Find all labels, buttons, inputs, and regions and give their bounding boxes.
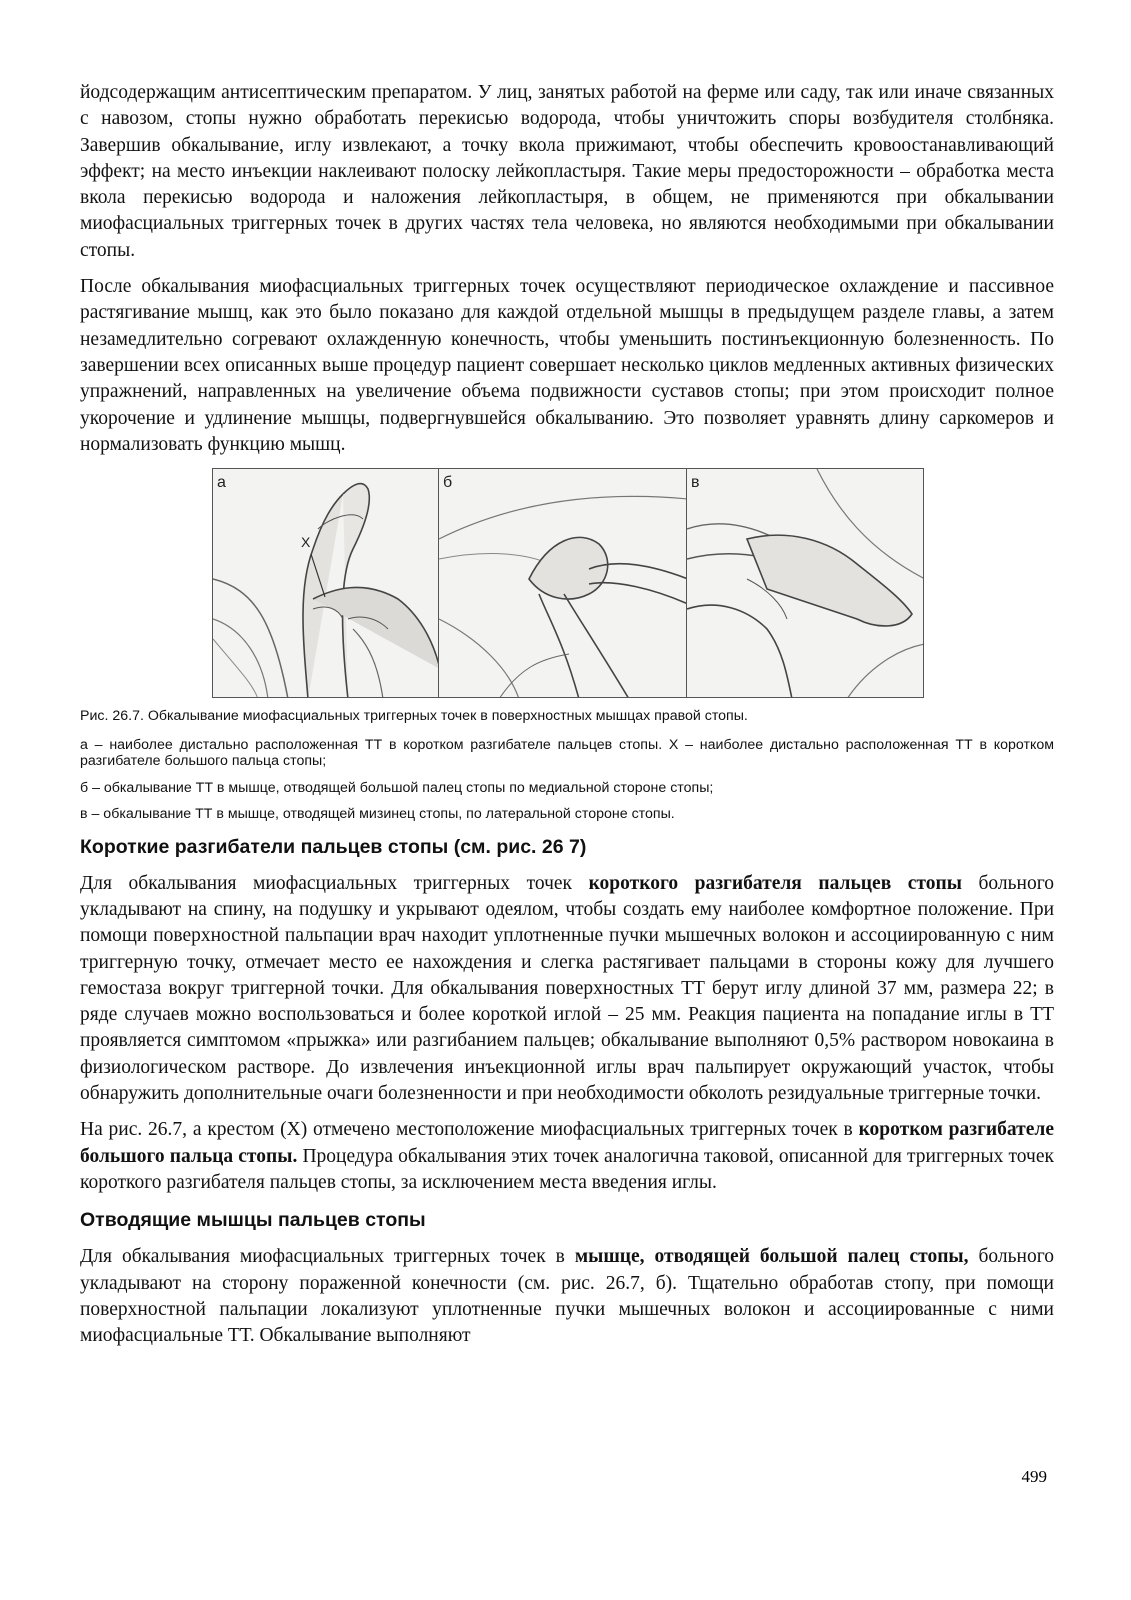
bold-term: мышце, отводящей большой палец стопы, — [574, 1246, 969, 1268]
paragraph-after-injection: После обкалывания миофасциальных триггерных точек осуществляют периодическое охлаждение и пассивное растягивание мышц, как это было показано для каждой отдельной мышцы в предыдущем разделе главы, а затем незамедлительно согревают охлажденную конечность, чтобы уменьшить постинъекционную болезненность. По завершении всех описанных выше процедур пациент совершает несколько циклов медленных активных физических упражнений, направленных на увеличение объема подвижности суставов стопы; при этом происходит полное укорочение и удлинение мышцы, подвергнувшейся обкалыванию. Это позволяет уравнять длину саркомеров и нормализовать функцию мышц. — [80, 276, 1054, 455]
paragraph-text: Для обкалывания миофасциальных триггерных точек в — [80, 1246, 575, 1268]
foot-medial-injection-illustration — [439, 469, 687, 698]
paragraph-short-extensor-injection — [80, 871, 1054, 1108]
paragraph-abductor-injection — [80, 1244, 1054, 1349]
panel-label-c: в — [691, 474, 700, 492]
paragraph-text: больного укладывают на сторону пораженной конечности (см. рис. 26.7, б). Тщательно обработав стопу, при помощи поверхностной пальпации локализуют уплотненные пучки мышечных волокон и ассоциированные с ними миофасциальные ТТ. Обкалывание выполняют — [80, 1246, 1054, 1347]
paragraph-figure-reference — [80, 1117, 1054, 1196]
figure-legend-a: а – наиболее дистально расположенная ТТ в коротком разгибателе пальцев стопы. X – наиболее дистально расположенная ТТ в коротком разгибателе большого пальца стопы; — [80, 736, 1054, 770]
paragraph-text: Для обкалывания миофасциальных триггерных точек — [80, 872, 589, 894]
paragraph-text: больного укладывают на спину, на подушку и укрывают одеялом, чтобы создать ему наиболее комфортное положение. При помощи поверхностной пальпации врач находит уплотненные пучки мышечных волокон и ассоциированную с ним триггерную точку, отмечает место ее нахождения и слегка растягивает пальцами в стороны кожу для лучшего гемостаза вокруг триггерной точки. Для обкалывания поверхностных ТТ берут иглу длиной 37 мм, размера 22; в ряде случаев можно воспользоваться и более короткой иглой – 25 мм. Реакция пациента на попадание иглы в ТТ проявляется симптомом «прыжка» или разгибанием пальцев; обкалывание выполняют 0,5% раствором новокаина в физиологическом растворе. До извлечения инъекционной иглы врач пальпирует окружающий участок, чтобы обнаружить дополнительные очаги болезненности и при необходимости обколоть резидуальные триггерные точки. — [80, 872, 1054, 1105]
figure-panel-c — [686, 468, 924, 698]
trigger-point-x-mark: X — [301, 534, 311, 551]
figure-panel-a — [212, 468, 439, 698]
bold-term: короткого разгибателя пальцев стопы — [588, 872, 962, 894]
foot-dorsal-injection-illustration — [213, 469, 439, 698]
figure-panel-b — [438, 468, 687, 698]
panel-label-b: б — [443, 474, 453, 492]
section-heading-short-extensors: Короткие разгибатели пальцев стопы (см. рис. 26 7) — [80, 835, 587, 858]
figure-legend-b: б – обкалывание ТТ в мышце, отводящей большой палец стопы по медиальной стороне стопы; — [80, 779, 714, 796]
figure-caption: Рис. 26.7. Обкалывание миофасциальных триггерных точек в поверхностных мышцах правой стопы. — [80, 708, 748, 725]
panel-label-a: а — [217, 474, 226, 492]
paragraph-text: Процедура обкалывания этих точек аналогична таковой, описанной для триггерных точек короткого разгибателя пальцев стопы, за исключением места введения иглы. — [80, 1145, 1054, 1193]
figure-26-7 — [212, 468, 924, 698]
document-page — [80, 80, 1054, 1359]
section-heading-abductors: Отводящие мышцы пальцев стопы — [80, 1209, 426, 1232]
bold-term: коротком разгибателе большого пальца стопы. — [80, 1119, 1054, 1167]
paragraph-text: На рис. 26.7, а крестом (X) отмечено местоположение миофасциальных триггерных точек в — [80, 1119, 859, 1141]
figure-legend-c: в – обкалывание ТТ в мышце, отводящей мизинец стопы, по латеральной стороне стопы. — [80, 806, 675, 823]
page-number: 499 — [1021, 1467, 1047, 1486]
foot-lateral-injection-illustration — [687, 469, 924, 698]
paragraph-antiseptic: йодсодержащим антисептическим препаратом. У лиц, занятых работой на ферме или саду, так или иначе связанных с навозом, стопы нужно обработать перекисью водорода, чтобы уничтожить споры возбудителя столбняка. Завершив обкалывание, иглу извлекают, а точку вкола прижимают, чтобы обеспечить кровоостанавливающий эффект; на место инъекции наклеивают полоску лейкопластыря. Такие меры предосторожности – обработка места вкола перекисью водорода и наложения лейкопластыря, в общем, не применяются при обкалывании миофасциальных триггерных точек в других частях тела человека, но являются необходимыми при обкалывании стопы. — [80, 82, 1054, 261]
